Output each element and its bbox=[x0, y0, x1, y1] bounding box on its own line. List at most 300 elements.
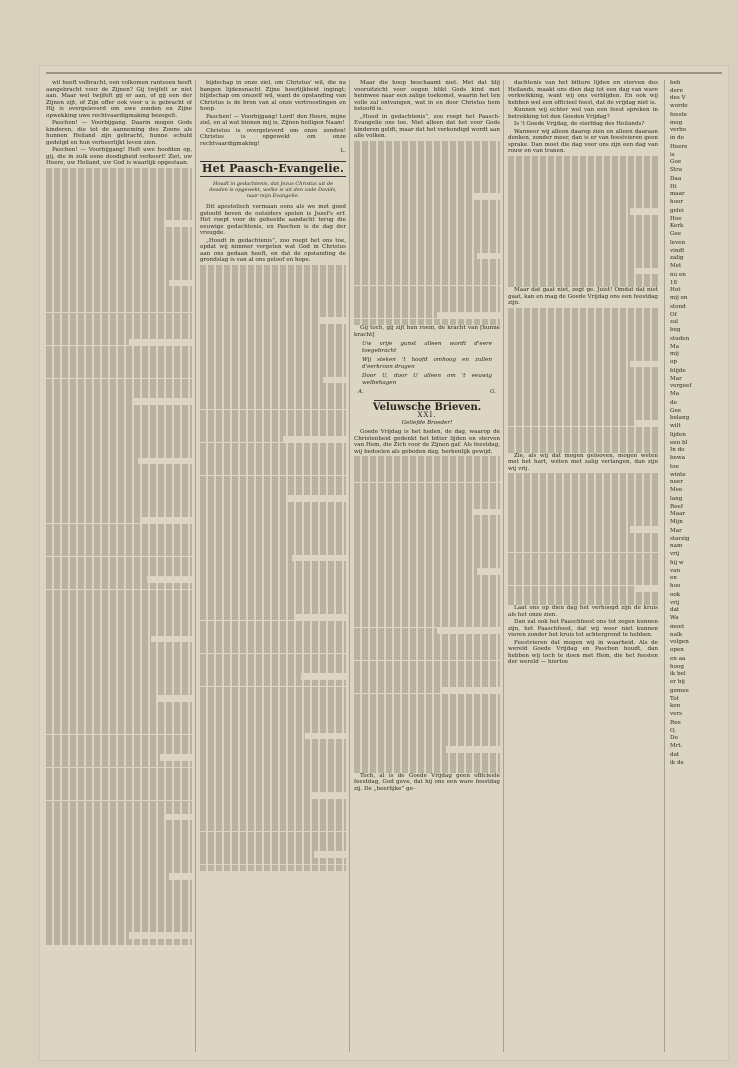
col4-body-text-a bbox=[508, 156, 658, 288]
text-line bbox=[508, 566, 658, 573]
text-line bbox=[46, 405, 192, 412]
cutoff-fragment: ik bel bbox=[670, 671, 686, 677]
col3-body-text-a bbox=[354, 141, 500, 326]
col4-paragraph-6: Zie, als wij dat mogen gelooven, mogen weten met het hart, wéten met zalig verlangen, dan zijn wij vrij. bbox=[508, 452, 658, 472]
text-line bbox=[354, 595, 500, 602]
text-line bbox=[354, 601, 500, 608]
text-line bbox=[200, 284, 346, 291]
text-line bbox=[354, 515, 500, 522]
cutoff-fragment: vrij bbox=[670, 599, 680, 606]
text-line bbox=[508, 394, 658, 401]
cutoff-fragment: des V bbox=[670, 95, 686, 101]
col2-body-text bbox=[200, 265, 346, 872]
text-line bbox=[508, 202, 658, 209]
text-line bbox=[200, 357, 346, 364]
cutoff-fragment: een bl bbox=[670, 439, 688, 446]
text-line bbox=[354, 713, 500, 720]
text-line bbox=[354, 740, 500, 747]
text-line bbox=[200, 733, 305, 740]
text-line bbox=[508, 367, 658, 374]
text-line bbox=[200, 673, 301, 680]
text-line bbox=[200, 522, 346, 529]
text-line bbox=[200, 693, 346, 700]
text-line bbox=[200, 555, 292, 562]
text-line bbox=[46, 352, 192, 359]
cutoff-fragment: neer bbox=[670, 479, 683, 485]
text-line bbox=[46, 530, 192, 537]
text-line bbox=[354, 259, 500, 266]
cutoff-fragment: mog bbox=[670, 119, 683, 126]
column-1 bbox=[46, 80, 192, 1052]
cutoff-fragment: worde bbox=[670, 102, 688, 109]
text-line bbox=[200, 785, 346, 792]
text-line bbox=[200, 403, 346, 410]
col3-body-1: Goede Vrijdag is het heden, de dag, waarop de Christenheid gedenkt het bitter lijden en sterven van Hem, die Zich voor de Zijnen gaf. Als feestdag, wij bedoelen als gebeden dag, herkenlijk gewijd. bbox=[354, 429, 500, 455]
text-line bbox=[200, 812, 346, 819]
text-line bbox=[354, 160, 500, 167]
text-line bbox=[46, 748, 192, 755]
cutoff-fragment: mij en bbox=[670, 294, 688, 301]
cutoff-fragment: beh bbox=[670, 80, 681, 86]
text-line bbox=[46, 359, 192, 366]
cutoff-fragment: wilt bbox=[670, 422, 681, 429]
text-line bbox=[200, 271, 346, 278]
text-line bbox=[354, 634, 500, 641]
text-line bbox=[46, 590, 192, 597]
text-line bbox=[200, 311, 346, 318]
text-line bbox=[46, 385, 192, 392]
col1-paragraph-3: Paschen! — Voorbijgang! Heft uwe hoofden op, gij, die in zulk eene doodigheid verkeert! Ziet, uw Heere, uw Heiland, uw God is waarlijk opgestaan. bbox=[46, 147, 192, 166]
text-line bbox=[508, 599, 658, 606]
col4-paragraph-2: Kunnen wij echter wel van een feest spreken in betrekking tot den Goeden Vrijdag? bbox=[508, 107, 658, 120]
text-line bbox=[200, 766, 346, 773]
text-line bbox=[46, 880, 192, 887]
text-line bbox=[200, 825, 346, 832]
text-line bbox=[354, 628, 437, 635]
cutoff-fragment: hoo bbox=[670, 582, 681, 589]
cutoff-fragment: Mar bbox=[670, 375, 682, 382]
cutoff-fragment: studen bbox=[670, 336, 690, 342]
text-line bbox=[200, 660, 346, 667]
col2-body-2: „Houdt in gedachtenis”, zoo roept het ons toe, opdat wij nimmer vergeten wat God in Christus aan ons gedaan heeft, en dat de opstanding de grondslag is van al ons geloof en hope. bbox=[200, 237, 346, 263]
text-line bbox=[46, 636, 151, 643]
text-line bbox=[200, 726, 346, 733]
text-line bbox=[508, 572, 658, 579]
text-line bbox=[354, 562, 500, 569]
text-line bbox=[354, 496, 500, 503]
col4-paragraph-8: Dan zal ook het Paaschfeest ons tot zegen kunnen zijn, het Paaschfeest, dat wij weer niet kunnen vieren zonder het kruis tot achtergrond te hebben. bbox=[508, 619, 658, 639]
col4-paragraph-4: Wanneer wij alleen daarop zien en alleen daaraan denken, zonder meer, dan is er van feestvieren geen sprake. Dan moet die dag voor ons zijn een dag van rouw en van tranen. bbox=[508, 128, 658, 154]
text-line bbox=[46, 801, 192, 808]
text-line bbox=[354, 680, 500, 687]
cutoff-fragment: is bbox=[670, 151, 675, 158]
text-line bbox=[200, 851, 314, 858]
text-line bbox=[508, 208, 630, 215]
text-line bbox=[46, 649, 192, 656]
cutoff-fragment: Maar bbox=[670, 511, 686, 517]
cutoff-fragment: toe bbox=[670, 464, 679, 470]
cutoff-fragment: Heere bbox=[670, 144, 688, 150]
text-line bbox=[354, 312, 437, 319]
text-line bbox=[46, 820, 192, 827]
text-line bbox=[46, 550, 192, 557]
text-line bbox=[354, 522, 500, 529]
text-line bbox=[200, 687, 346, 694]
text-line bbox=[46, 833, 192, 840]
cutoff-fragment: Wa bbox=[670, 614, 679, 621]
cutoff-fragment: gelei bbox=[670, 208, 684, 214]
text-line bbox=[354, 476, 500, 483]
text-line bbox=[200, 337, 346, 344]
text-line bbox=[46, 675, 192, 682]
text-line bbox=[200, 548, 346, 555]
text-line bbox=[354, 535, 500, 542]
text-line bbox=[46, 471, 192, 478]
text-line bbox=[200, 746, 346, 753]
cutoff-fragment: volgen bbox=[670, 639, 689, 645]
text-line bbox=[200, 528, 346, 535]
text-line bbox=[354, 266, 500, 273]
cutoff-fragment: blijde bbox=[670, 368, 686, 374]
text-line bbox=[508, 215, 658, 222]
text-line bbox=[200, 443, 346, 450]
text-line bbox=[46, 899, 192, 906]
text-line bbox=[200, 324, 346, 331]
text-line bbox=[200, 832, 346, 839]
cutoff-fragment: Hoe bbox=[670, 215, 682, 222]
cutoff-fragment: hoor bbox=[670, 198, 684, 205]
text-line bbox=[46, 247, 192, 254]
text-line bbox=[46, 319, 192, 326]
text-line bbox=[200, 640, 346, 647]
text-line bbox=[354, 220, 500, 227]
text-line bbox=[508, 533, 658, 540]
text-line bbox=[508, 328, 658, 335]
text-line bbox=[354, 279, 500, 286]
text-line bbox=[200, 779, 346, 786]
text-line bbox=[46, 754, 160, 761]
text-line bbox=[354, 575, 500, 582]
cutoff-fragment: Daa bbox=[670, 176, 682, 182]
column-divider bbox=[195, 80, 196, 1052]
text-line bbox=[46, 708, 192, 715]
text-line bbox=[200, 304, 346, 311]
cutoff-fragment: en bbox=[670, 575, 677, 581]
text-line bbox=[200, 706, 346, 713]
text-line bbox=[354, 766, 500, 773]
cutoff-fragment: Ree bbox=[670, 720, 681, 726]
text-line bbox=[508, 281, 658, 288]
text-line bbox=[354, 489, 500, 496]
text-line bbox=[200, 330, 346, 337]
text-line bbox=[354, 272, 500, 279]
newspaper-page bbox=[40, 66, 728, 1060]
text-line bbox=[508, 308, 658, 315]
text-line bbox=[200, 535, 346, 542]
cutoff-fragment: zalig bbox=[670, 255, 684, 261]
text-line bbox=[354, 614, 500, 621]
cutoff-fragment: nam bbox=[670, 543, 683, 549]
text-line bbox=[508, 553, 658, 560]
text-line bbox=[200, 390, 346, 397]
text-line bbox=[46, 603, 192, 610]
text-line bbox=[46, 735, 192, 742]
text-line bbox=[508, 354, 658, 361]
text-line bbox=[354, 167, 500, 174]
text-line bbox=[46, 491, 192, 498]
text-line bbox=[46, 886, 192, 893]
text-line bbox=[354, 548, 500, 555]
cutoff-fragment: Reef bbox=[670, 503, 683, 510]
text-line bbox=[200, 594, 346, 601]
text-line bbox=[354, 213, 500, 220]
text-line bbox=[354, 206, 500, 213]
cutoff-fragment: en aa bbox=[670, 656, 686, 662]
text-line bbox=[46, 299, 192, 306]
text-line bbox=[354, 720, 500, 727]
section-title: Veluwsche Brieven. bbox=[372, 401, 482, 413]
text-line bbox=[46, 596, 192, 603]
col2-paragraph-2: Paschen! — Voorbijgang! Lord! den Heere, mijne ziel, en al wat binnen mij is, Zijnen heiligen Naam! bbox=[200, 113, 346, 126]
text-line bbox=[46, 741, 192, 748]
text-line bbox=[354, 647, 500, 654]
text-line bbox=[200, 574, 346, 581]
text-line bbox=[354, 253, 477, 260]
text-line bbox=[200, 429, 346, 436]
text-line bbox=[46, 379, 192, 386]
text-line bbox=[354, 233, 500, 240]
text-line bbox=[200, 278, 346, 285]
text-line bbox=[508, 341, 658, 348]
text-line bbox=[200, 845, 346, 852]
text-line bbox=[508, 274, 658, 281]
text-line bbox=[508, 500, 658, 507]
text-line bbox=[508, 321, 658, 328]
text-line bbox=[46, 557, 192, 564]
col4-body-text-c bbox=[508, 473, 658, 605]
column-divider bbox=[349, 80, 350, 1052]
text-line bbox=[46, 583, 192, 590]
text-line bbox=[200, 482, 346, 489]
text-line bbox=[200, 317, 318, 324]
text-line bbox=[46, 313, 192, 320]
col2-signature: L. bbox=[340, 148, 346, 154]
text-line bbox=[46, 181, 192, 188]
text-line bbox=[508, 221, 658, 228]
text-line bbox=[46, 609, 192, 616]
col4-paragraph-1: dachtenis van het bittere lijden en sterven des Heilands, maakt ons dien dag tot een dag van ware verkwikking, want wij ons verblijden. En ook wij hebben wel een officieel feest, dat de vrijdag niet is. bbox=[508, 80, 658, 106]
text-line bbox=[354, 707, 500, 714]
text-line bbox=[46, 510, 192, 517]
text-line bbox=[46, 774, 192, 781]
text-line bbox=[46, 893, 192, 900]
cutoff-fragment: Goe bbox=[670, 159, 682, 165]
text-line bbox=[508, 347, 658, 354]
text-line bbox=[200, 818, 346, 825]
col1-paragraph-2: Paschen! — Voorbijgang. Daarin mogen Gods kinderen, die tot de aanneming des Zoons als hunnen Heiland zijn gebracht, hunne schuld gedelgd en hun verheerlijkt leven zien. bbox=[46, 120, 192, 146]
text-line bbox=[46, 458, 138, 465]
text-line bbox=[200, 634, 346, 641]
text-line bbox=[46, 616, 192, 623]
text-line bbox=[200, 858, 346, 865]
text-line bbox=[46, 932, 129, 939]
cutoff-fragment: ken bbox=[670, 703, 681, 709]
text-line bbox=[46, 570, 192, 577]
text-line bbox=[46, 504, 192, 511]
col3-body-text-b bbox=[354, 456, 500, 772]
text-line bbox=[508, 506, 658, 513]
text-line bbox=[200, 265, 346, 272]
text-line bbox=[46, 200, 192, 207]
text-line bbox=[200, 607, 346, 614]
text-line bbox=[354, 746, 446, 753]
text-line bbox=[508, 493, 658, 500]
text-line bbox=[354, 700, 500, 707]
text-line bbox=[508, 539, 658, 546]
text-line bbox=[354, 154, 500, 161]
cutoff-fragment: O, bbox=[670, 727, 677, 734]
cutoff-fragment: van bbox=[670, 567, 681, 574]
text-line bbox=[46, 326, 192, 333]
text-line bbox=[354, 726, 500, 733]
text-line bbox=[354, 654, 500, 661]
text-line bbox=[46, 286, 192, 293]
cutoff-fragment: Mee bbox=[670, 486, 683, 493]
cutoff-fragment: Gee bbox=[670, 407, 682, 414]
col3-body-2: Toch, al is de Goede Vrijdag geen officieele feestdag, God geve, dat hij ons een ware feestdag zij. De „heerlijke” ge- bbox=[354, 772, 500, 792]
text-line bbox=[354, 509, 472, 516]
cutoff-fragment: Ma bbox=[670, 390, 680, 397]
text-line bbox=[46, 537, 192, 544]
text-line bbox=[46, 563, 192, 570]
text-line bbox=[46, 372, 192, 379]
text-line bbox=[46, 477, 192, 484]
text-line bbox=[46, 438, 192, 445]
text-line bbox=[354, 667, 500, 674]
verse-line-2: Wij steken 't hoofd omhoog en zullen d'eerkroon dragen bbox=[362, 357, 492, 370]
cutoff-fragment: Mar bbox=[670, 528, 682, 534]
text-line bbox=[46, 451, 192, 458]
text-line bbox=[508, 592, 658, 599]
text-line bbox=[354, 694, 500, 701]
column-divider bbox=[503, 80, 504, 1052]
text-line bbox=[200, 581, 346, 588]
text-line bbox=[200, 410, 346, 417]
section-number: XXI. bbox=[417, 411, 437, 420]
text-line bbox=[46, 847, 192, 854]
text-line bbox=[46, 194, 192, 201]
text-line bbox=[46, 497, 192, 504]
text-line bbox=[46, 840, 192, 847]
text-line bbox=[46, 702, 192, 709]
text-line bbox=[200, 588, 346, 595]
text-line bbox=[354, 568, 477, 575]
text-line bbox=[200, 561, 346, 568]
text-line bbox=[46, 293, 192, 300]
text-line bbox=[354, 187, 500, 194]
text-line bbox=[508, 162, 658, 169]
text-line bbox=[508, 559, 658, 566]
verse-signature bbox=[358, 389, 496, 396]
text-line bbox=[46, 926, 192, 933]
text-line bbox=[200, 865, 346, 872]
text-line bbox=[508, 228, 658, 235]
text-line bbox=[46, 187, 192, 194]
col4-paragraph-3: Is 't Goede Vrijdag, de sterfdag des Heilands? bbox=[514, 121, 645, 127]
text-line bbox=[46, 273, 192, 280]
text-line bbox=[200, 568, 346, 575]
text-line bbox=[508, 400, 658, 407]
text-line bbox=[46, 220, 164, 227]
epigraph-quote: Houdt in gedachtenis, dat Jezus Christus uit de dooden is opgewekt, welke is uit den zade Davids, naar mijn Evangelie. bbox=[209, 181, 337, 199]
text-line bbox=[508, 254, 658, 261]
text-line bbox=[46, 392, 192, 399]
column-4 bbox=[508, 80, 658, 1052]
text-line bbox=[354, 456, 500, 463]
text-line bbox=[46, 484, 192, 491]
text-line bbox=[508, 268, 634, 275]
cutoff-fragment: dat bbox=[670, 607, 680, 613]
cutoff-fragment: starzig bbox=[670, 535, 690, 542]
headline-box bbox=[200, 161, 346, 178]
text-line bbox=[200, 601, 346, 608]
text-line bbox=[508, 361, 630, 368]
text-line bbox=[508, 427, 658, 434]
text-line bbox=[508, 380, 658, 387]
text-line bbox=[46, 346, 192, 353]
text-line bbox=[46, 332, 192, 339]
cutoff-fragment: maar bbox=[670, 191, 685, 197]
text-line bbox=[46, 853, 192, 860]
text-line bbox=[354, 180, 500, 187]
page-gutter bbox=[664, 80, 665, 1052]
text-line bbox=[200, 614, 296, 621]
column-2 bbox=[200, 80, 346, 1052]
signature-right: G. bbox=[489, 389, 496, 396]
col3-paragraph-3: Gij toch, gij zijt hun roem, de kracht van [hunne kracht] bbox=[354, 325, 500, 338]
text-line bbox=[354, 581, 500, 588]
cutoff-fragment: de bbox=[670, 400, 677, 406]
text-line bbox=[354, 759, 500, 766]
text-line bbox=[200, 621, 346, 628]
text-line bbox=[46, 207, 192, 214]
cutoff-fragment: Kerk bbox=[670, 223, 684, 229]
text-line bbox=[200, 416, 346, 423]
text-line bbox=[354, 319, 500, 326]
text-line bbox=[46, 761, 192, 768]
cutoff-fragment: nu en bbox=[670, 272, 686, 278]
text-line bbox=[46, 227, 192, 234]
text-line bbox=[46, 807, 192, 814]
col2-body-1: Dit apostolisch vermaan eens als we met goed geloofd boven de outsiders spelen is Jozef's erf. Het roept voor de geheelde aandacht terug die eeuwige gedachtenis, en Paschen is de dag der vreugde. bbox=[200, 204, 346, 236]
text-line bbox=[46, 814, 164, 821]
text-line bbox=[200, 680, 346, 687]
cutoff-fragment: verbo bbox=[670, 127, 687, 133]
cutoff-fragment: 18 bbox=[670, 279, 678, 286]
text-line bbox=[46, 794, 192, 801]
text-line bbox=[508, 235, 658, 242]
text-line bbox=[508, 579, 658, 586]
cutoff-fragment: lang bbox=[670, 496, 683, 502]
text-line bbox=[354, 141, 500, 148]
text-line bbox=[354, 246, 500, 253]
signature-left: A. bbox=[358, 389, 364, 396]
cutoff-fragment: Hot bbox=[670, 287, 681, 293]
section-divider bbox=[374, 400, 480, 401]
text-line bbox=[200, 647, 346, 654]
column-3 bbox=[354, 80, 500, 1052]
text-line bbox=[200, 449, 346, 456]
